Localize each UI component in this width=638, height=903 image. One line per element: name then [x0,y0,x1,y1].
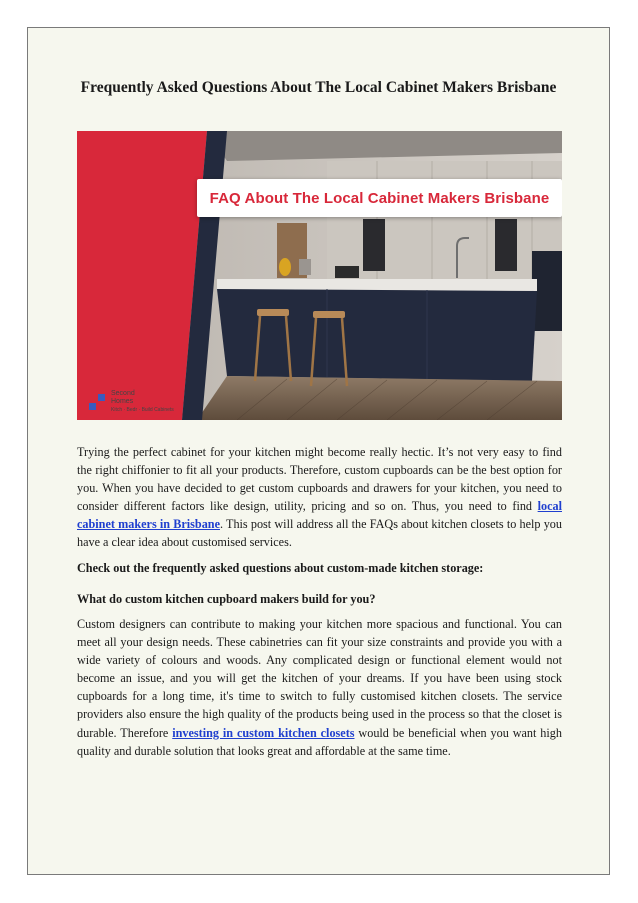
document-title: Frequently Asked Questions About The Local Cabinet Makers Brisbane [80,79,557,96]
company-logo [87,389,179,415]
answer-text-after: would be beneficial when you want high quality and durable solution that looks great and affordable at the same time. [77,725,562,758]
intro-paragraph [77,443,562,552]
faq-heading: Check out the frequently asked questions about custom-made kitchen storage: [77,561,484,575]
logo-line-2: Homes [111,398,134,405]
logo-line-3: Kitch · Bedr · Build Cabinets [111,407,174,413]
local-cabinet-makers-link[interactable]: local cabinet makers in Brisbane [77,499,562,532]
intro-text-before: Trying the perfect cabinet for your kitchen might become really hectic. It’s not very easy to find the right chiffonier to fit all your products. Therefore, custom cupboards can be the best option for you. When you have decided to get custom cupboards and drawers for your kitchen, you need to consider different factors like design, utility, pricing and so on. Thus, you need to find [77,445,562,514]
answer-text-before: Custom designers can contribute to making your kitchen more spacious and functional. You can meet all your design needs. These cabinetries can fit your size constraints and provide you with a wide variety of colours and woods. Any complicated design or functional element would not become an issue, and you will get the kitchen of your dreams. If you have been using stock cupboards for a long time, it's time to switch to fully customised kitchen closets. The service providers also ensure the high quality of the products being used in the process so that the closet is durable. Therefore [77,617,562,740]
custom-kitchen-closets-link[interactable]: investing in custom kitchen closets [172,725,355,740]
hero-image [77,131,562,420]
house-icon [87,392,107,412]
hero-banner: FAQ About The Local Cabinet Makers Brisbane [197,179,562,217]
answer-paragraph [77,615,562,760]
question-heading: What do custom kitchen cupboard makers build for you? [77,592,376,606]
kitchen-photo [77,131,562,420]
intro-text-after: . This post will address all the FAQs about kitchen closets to help you have a clear idea about customised services. [77,517,562,550]
logo-line-1: Second [111,390,135,397]
